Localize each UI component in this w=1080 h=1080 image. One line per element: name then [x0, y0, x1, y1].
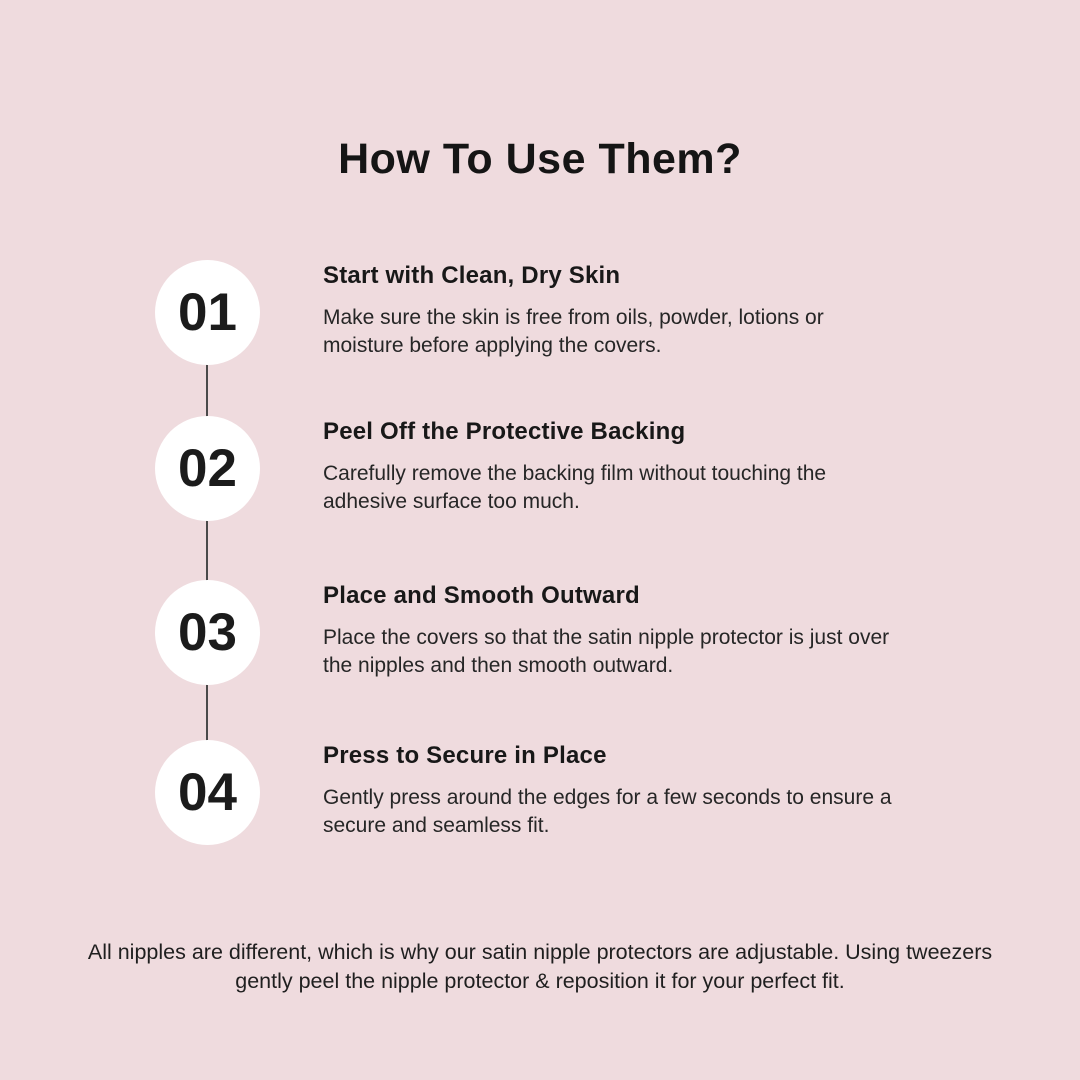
page-title: How To Use Them?: [338, 134, 742, 183]
step-text-block: [323, 740, 898, 839]
step-item-2: [155, 416, 898, 521]
step-heading: Peel Off the Protective Backing: [323, 418, 686, 445]
step-number-badge: 02: [155, 416, 260, 521]
step-description: Place the covers so that the satin nipple protector is just over the nipples and then smooth outward.: [323, 626, 890, 677]
footer-note: All nipples are different, which is why our satin nipple protectors are adjustable. Using tweezers gently peel the nipple protector & reposition it for your perfect fit.: [87, 940, 993, 993]
step-item-4: [155, 740, 898, 845]
step-text-block: [323, 416, 898, 515]
step-description: Carefully remove the backing film without touching the adhesive surface too much.: [323, 462, 827, 513]
timeline-connector-line: [206, 312, 208, 792]
step-heading: Start with Clean, Dry Skin: [323, 262, 621, 289]
step-number-badge: 03: [155, 580, 260, 685]
step-heading: Place and Smooth Outward: [323, 582, 640, 609]
step-description: Gently press around the edges for a few seconds to ensure a secure and seamless fit.: [323, 786, 892, 837]
step-text-block: [323, 260, 898, 359]
step-number-badge: 01: [155, 260, 260, 365]
step-item-3: [155, 580, 898, 685]
step-text-block: [323, 580, 898, 679]
step-item-1: [155, 260, 898, 365]
step-number-badge: 04: [155, 740, 260, 845]
step-heading: Press to Secure in Place: [323, 742, 607, 769]
step-description: Make sure the skin is free from oils, powder, lotions or moisture before applying the covers.: [323, 306, 824, 357]
footer-note-container: [0, 938, 1080, 996]
